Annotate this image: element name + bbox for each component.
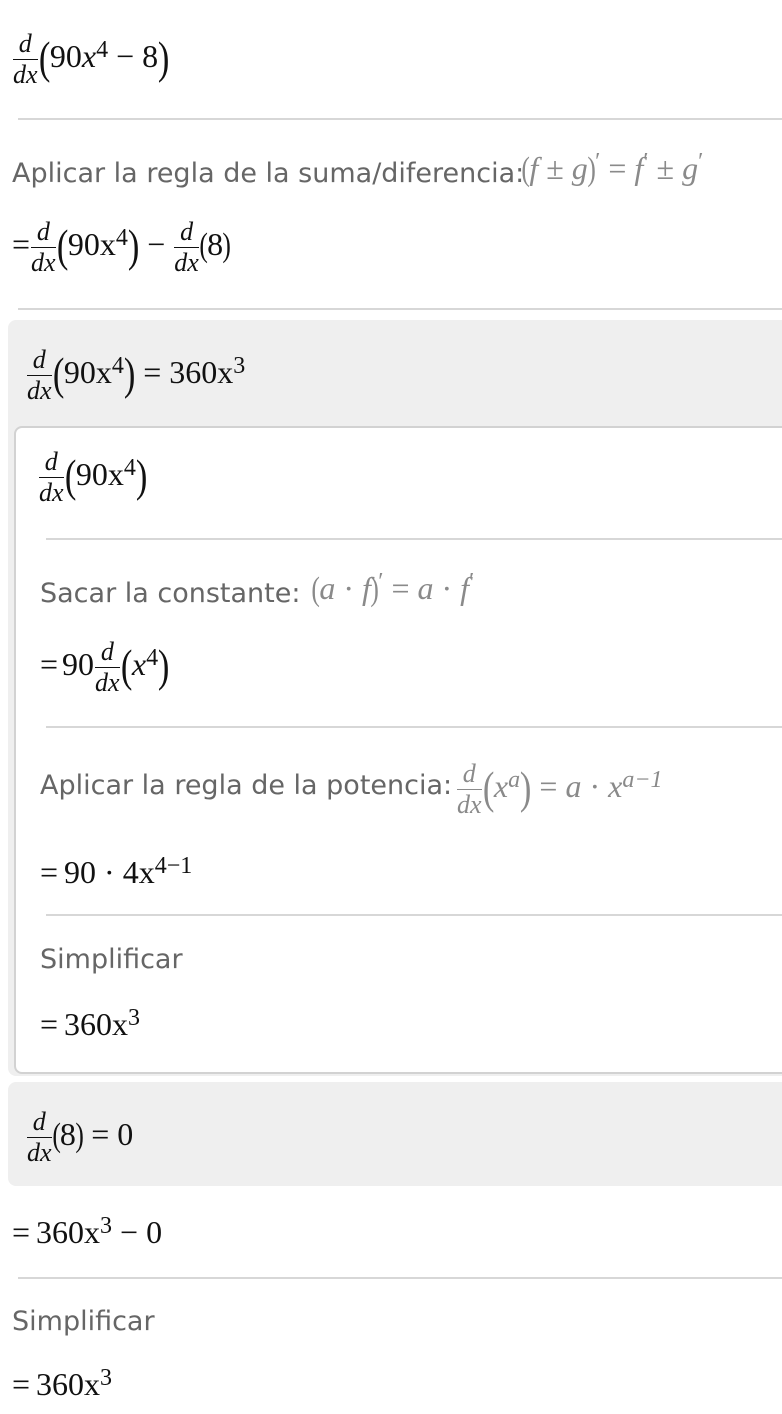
problem-expression: $\frac{d}{dx}$ $(90x^4 - 8)$ xyxy=(13,29,170,90)
final-result: = $360x^3$ xyxy=(12,1365,113,1402)
constant-step-result: = 90 $\frac{d}{dx}$ $(x^4)$ xyxy=(40,637,170,698)
step-label-simplify: Simplificar xyxy=(40,944,183,975)
step-label-constant: Sacar la constante: xyxy=(40,578,301,609)
power-rule-formula: $\frac{d}{dx}$ $(x^a) = a \cdot x^{a-1}$ xyxy=(457,759,663,820)
divider xyxy=(18,118,782,120)
step-label-sum-rule: Aplicar la regla de la suma/diferencia: xyxy=(12,158,525,189)
sub1-expression: $\frac{d}{dx}$ $(90x^4)$ xyxy=(39,447,148,508)
combined-result: = $360x^3 - 0$ xyxy=(12,1213,163,1250)
derivative-operator: $\frac{d}{dx}$ xyxy=(13,29,38,90)
sub-derivation-2-header[interactable]: $\frac{d}{dx}$ (8) = 0 xyxy=(27,1107,134,1168)
divider xyxy=(46,538,782,540)
divider xyxy=(46,914,782,916)
simplify-result: = $360x^3$ xyxy=(40,1005,141,1042)
sub-derivation-1-header[interactable]: $\frac{d}{dx}$ $(90x^4) = 360x^3$ xyxy=(27,345,246,406)
final-step-label-simplify: Simplificar xyxy=(12,1306,155,1337)
constant-rule-formula: (a · f)′ = a · f′ xyxy=(311,569,475,608)
sum-rule-formula: (f ± g)′ = f′ ± g′ xyxy=(521,149,704,188)
divider xyxy=(18,308,782,310)
divider xyxy=(46,726,782,728)
step1-result: = $\frac{d}{dx}$ $(90x^4)$ − $\frac{d}{dx}$ (8) xyxy=(12,217,232,278)
power-step-result: = $90 \cdot 4x^{4-1}$ xyxy=(40,853,193,890)
step-label-power: Aplicar la regla de la potencia: xyxy=(40,770,453,801)
divider xyxy=(18,1277,782,1279)
sub-derivation-1-steps xyxy=(14,426,782,1074)
